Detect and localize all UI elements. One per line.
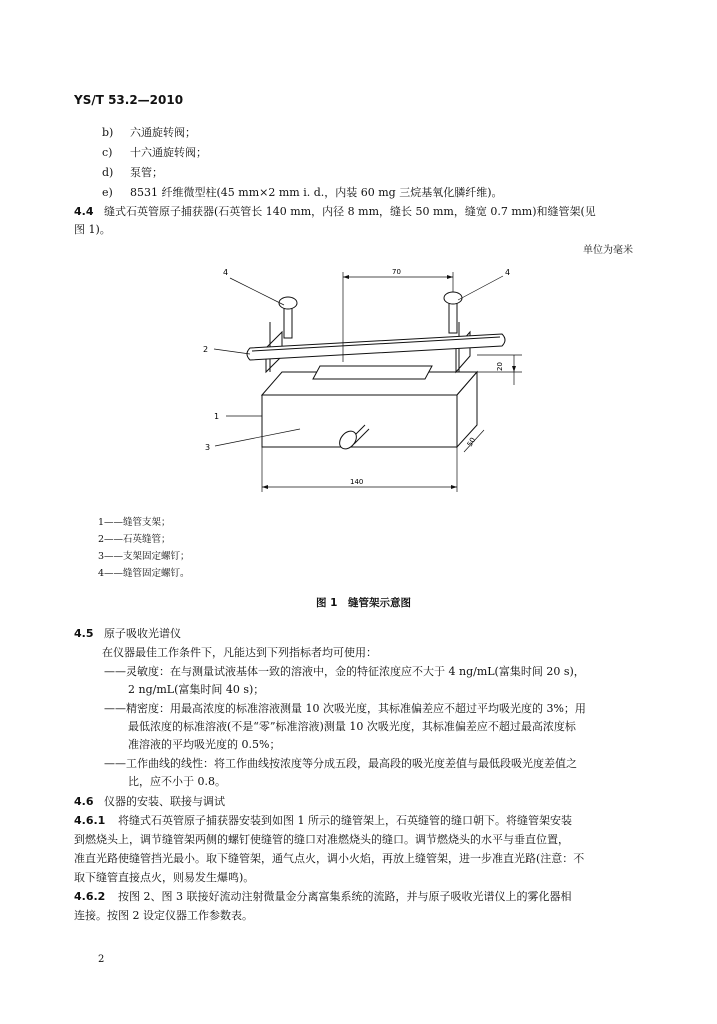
section-4-6-number: 4.6	[74, 795, 94, 808]
dim-70: 70	[392, 268, 401, 276]
dim-140: 140	[350, 478, 364, 486]
section-4-6-1-line-1: 将缝式石英管原子捕获器安装到如图 1 所示的缝管架上，石英缝管的缝口朝下。将缝管架安装	[118, 814, 572, 827]
legend-item-4: 4——缝管固定螺钉。	[98, 568, 190, 579]
callout-2: 2	[203, 345, 209, 354]
callout-1: 1	[214, 412, 220, 421]
section-4-6-2-number: 4.6.2	[74, 890, 106, 903]
list-item-c-label: c)	[102, 146, 113, 159]
list-item-b-label: b)	[102, 126, 114, 139]
page-number: 2	[98, 954, 105, 965]
tube-fix-screw-left	[284, 308, 292, 338]
tube-fix-screw-right	[449, 303, 457, 333]
standard-code-header: YS/T 53.2—2010	[74, 93, 184, 107]
precision-line-2: 最低浓度的标准溶液(不是“零”标准溶液)测量 10 次吸光度，其标准偏差应不超过最高浓度标	[128, 720, 576, 733]
list-item-d-text: 泵管；	[130, 166, 163, 179]
legend-item-3: 3——支架固定螺钉；	[98, 551, 190, 562]
section-4-6-title: 仪器的安装、联接与调试	[104, 795, 225, 808]
linearity-line-1: ——工作曲线的线性：将工作曲线按浓度等分成五段，最高段的吸光度差值与最低段吸光度差值之	[104, 757, 577, 770]
legend-item-2: 2——石英缝管；	[98, 534, 171, 545]
list-item-c-text: 十六通旋转阀；	[130, 146, 207, 159]
figure-1-caption: 图 1 缝管架示意图	[316, 597, 411, 609]
legend-item-1: 1——缝管支架；	[98, 517, 171, 528]
section-4-6-2-line-1: 按图 2、图 3 联接好流动注射微量金分离富集系统的流路，并与原子吸收光谱仪上的雾化器相	[118, 890, 572, 903]
section-4-4-line-1: 缝式石英管原子捕获器(石英管长 140 mm，内径 8 mm，缝长 50 mm，缝宽 0.7 mm)和缝管架(见	[104, 205, 596, 218]
list-item-e-text: 8531 纤维微型柱(45 mm×2 mm i. d.，内装 60 mg 三烷基氧化膦纤维)。	[130, 186, 503, 199]
sensitivity-line-1: ——灵敏度：在与测量试液基体一致的溶液中，金的特征浓度应不大于 4 ng/mL(富集时间 20 s)，	[104, 665, 585, 678]
section-4-6-1-line-4: 取下缝管直接点火，则易发生爆鸣)。	[74, 871, 255, 884]
callout-4-right: 4	[505, 268, 511, 277]
dim-20: 20	[496, 362, 504, 371]
figure-1-slot-tube-holder-diagram	[190, 255, 530, 500]
sensitivity-line-2: 2 ng/mL(富集时间 40 s)；	[128, 683, 265, 696]
dim-50: 50	[465, 436, 478, 448]
section-4-6-1-line-2: 到燃烧头上，调节缝管架两侧的螺钉使缝管的缝口对准燃烧头的缝口。调节燃烧头的水平与垂直位置，	[74, 833, 569, 846]
section-4-5-title: 原子吸收光谱仪	[104, 627, 181, 640]
section-4-4-number: 4.4	[74, 205, 94, 218]
linearity-line-2: 比，应不小于 0.8。	[128, 775, 226, 788]
unit-note: 单位为毫米	[583, 245, 633, 256]
slot-opening	[313, 366, 432, 379]
callout-4-left: 4	[223, 268, 229, 277]
section-4-5-number: 4.5	[74, 627, 94, 640]
section-4-6-1-line-3: 准直光路使缝管挡光最小。取下缝管架，通气点火，调小火焰，再放上缝管架，进一步准直光路(注意：不	[74, 852, 585, 865]
callout-3: 3	[205, 443, 211, 452]
section-4-6-1-number: 4.6.1	[74, 814, 106, 827]
list-item-b-text: 六通旋转阀；	[130, 126, 196, 139]
precision-line-1: ——精密度：用最高浓度的标准溶液测量 10 次吸光度，其标准偏差应不超过平均吸光度的 3%；用	[104, 702, 586, 715]
section-4-6-2-line-2: 连接。按图 2 设定仪器工作参数表。	[74, 909, 253, 922]
section-4-5-intro: 在仪器最佳工作条件下，凡能达到下列指标者均可使用：	[102, 646, 377, 659]
list-item-e-label: e)	[102, 186, 113, 199]
section-4-4-line-2: 图 1)。	[74, 223, 111, 236]
precision-line-3: 准溶液的平均吸光度的 0.5%；	[128, 738, 281, 751]
list-item-d-label: d)	[102, 166, 114, 179]
